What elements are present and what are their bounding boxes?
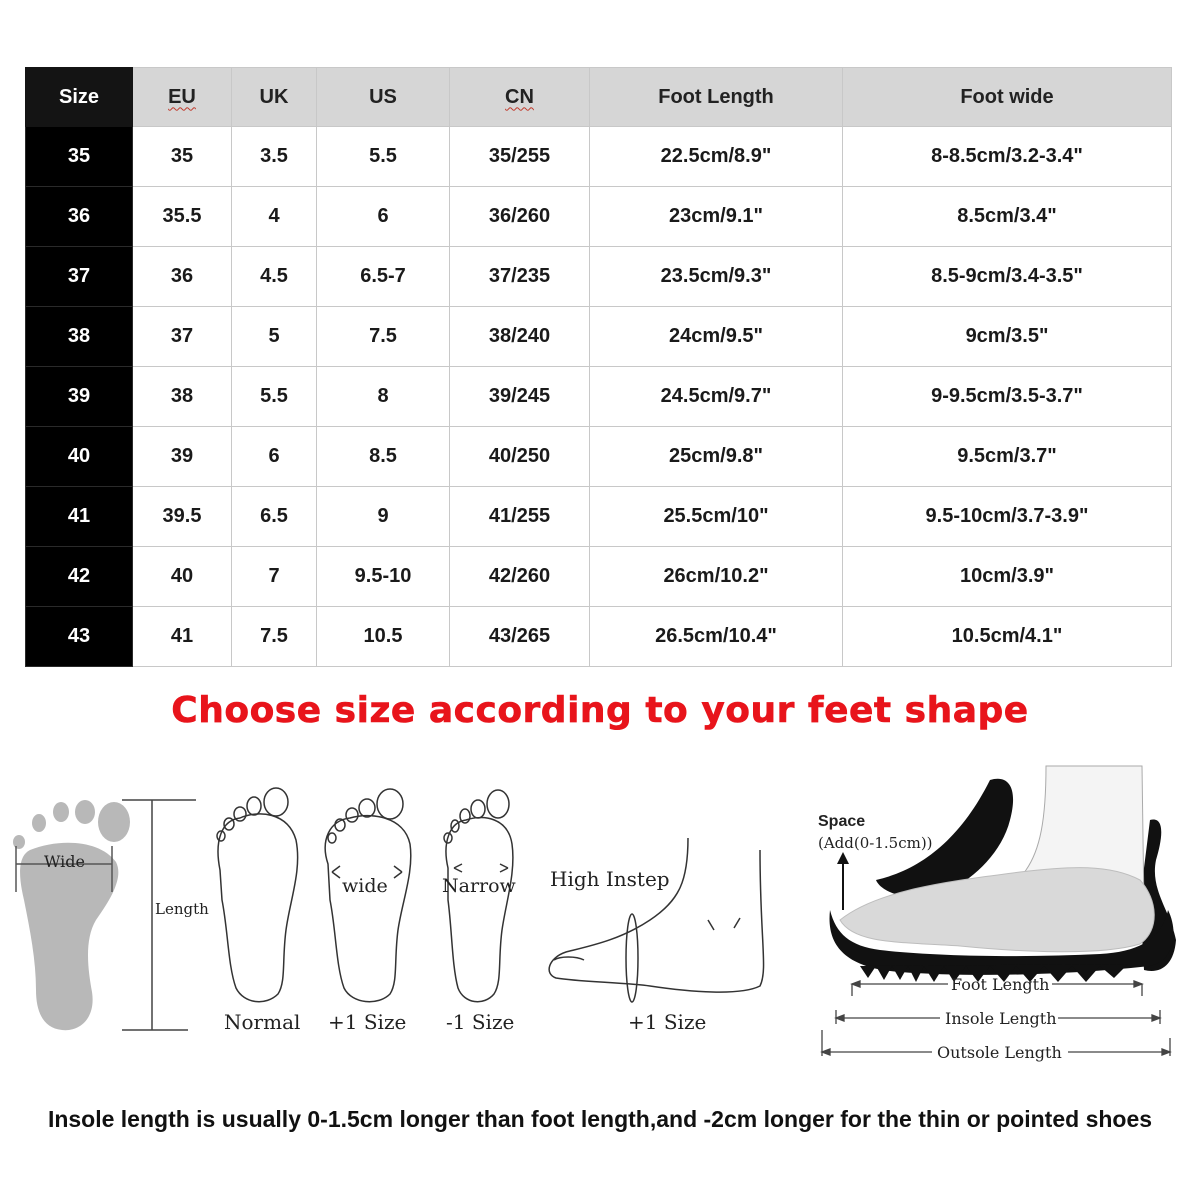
size-cell: 39 — [26, 367, 133, 427]
table-cell: 38/240 — [450, 307, 590, 367]
table-cell: 35.5 — [133, 187, 232, 247]
space-note: (Add(0-1.5cm)) — [818, 834, 933, 852]
table-cell: 39.5 — [133, 487, 232, 547]
table-cell: 25cm/9.8" — [590, 427, 843, 487]
table-header-row — [26, 68, 1172, 127]
size-cell: 43 — [26, 607, 133, 667]
table-cell: 6.5-7 — [317, 247, 450, 307]
table-cell: 9.5-10 — [317, 547, 450, 607]
narrow-type-label: Narrow — [442, 875, 516, 897]
high-instep-size-label: +1 Size — [628, 1010, 707, 1034]
high-instep-label: High Instep — [550, 867, 670, 891]
table-cell: 40/250 — [450, 427, 590, 487]
size-cell: 37 — [26, 247, 133, 307]
table-cell: 7 — [232, 547, 317, 607]
feet-shape-diagram — [0, 760, 1200, 1080]
table-cell: 7.5 — [232, 607, 317, 667]
diagram-canvas — [0, 760, 1200, 1080]
table-row — [26, 187, 1172, 247]
table-cell: 43/265 — [450, 607, 590, 667]
size-cell: 41 — [26, 487, 133, 547]
table-row — [26, 247, 1172, 307]
table-cell: 4.5 — [232, 247, 317, 307]
table-cell: 9-9.5cm/3.5-3.7" — [843, 367, 1172, 427]
table-cell: 4 — [232, 187, 317, 247]
table-cell: 42/260 — [450, 547, 590, 607]
size-cell: 35 — [26, 127, 133, 187]
table-cell: 35 — [133, 127, 232, 187]
table-row — [26, 607, 1172, 667]
table-cell: 10.5cm/4.1" — [843, 607, 1172, 667]
table-cell: 9.5cm/3.7" — [843, 427, 1172, 487]
table-body — [26, 127, 1172, 667]
table-cell: 24.5cm/9.7" — [590, 367, 843, 427]
footprint-illustration — [13, 800, 130, 1030]
table-cell: 23cm/9.1" — [590, 187, 843, 247]
table-cell: 6 — [317, 187, 450, 247]
high-instep-foot-outline — [549, 838, 763, 1002]
table-cell: 39/245 — [450, 367, 590, 427]
table-cell: 36 — [133, 247, 232, 307]
table-cell: 39 — [133, 427, 232, 487]
table-cell: 9 — [317, 487, 450, 547]
headline: Choose size according to your feet shape — [171, 690, 1029, 731]
size-cell: 36 — [26, 187, 133, 247]
normal-foot-outline — [217, 788, 298, 1002]
table-cell: 6.5 — [232, 487, 317, 547]
wide-size-label: +1 Size — [328, 1010, 407, 1034]
table-cell: 5.5 — [232, 367, 317, 427]
table-cell: 5.5 — [317, 127, 450, 187]
table-cell: 38 — [133, 367, 232, 427]
wide-type-label: wide — [342, 875, 388, 897]
header-cn: CN — [450, 68, 590, 127]
table-cell: 37/235 — [450, 247, 590, 307]
size-cell: 42 — [26, 547, 133, 607]
table-row — [26, 547, 1172, 607]
outsole-length-label: Outsole Length — [937, 1043, 1062, 1062]
foot-length-label: Foot Length — [951, 975, 1050, 994]
table-cell: 8.5cm/3.4" — [843, 187, 1172, 247]
table-cell: 26.5cm/10.4" — [590, 607, 843, 667]
header-us: US — [317, 68, 450, 127]
table-cell: 35/255 — [450, 127, 590, 187]
table-cell: 25.5cm/10" — [590, 487, 843, 547]
table-row — [26, 127, 1172, 187]
table-cell: 3.5 — [232, 127, 317, 187]
table-cell: 40 — [133, 547, 232, 607]
table-row — [26, 487, 1172, 547]
length-label: Length — [155, 900, 209, 918]
size-cell: 38 — [26, 307, 133, 367]
table-cell: 10.5 — [317, 607, 450, 667]
table-cell: 24cm/9.5" — [590, 307, 843, 367]
normal-size-label: Normal — [224, 1010, 301, 1034]
header-size: Size — [26, 68, 133, 127]
table-cell: 36/260 — [450, 187, 590, 247]
table-cell: 26cm/10.2" — [590, 547, 843, 607]
table-cell: 7.5 — [317, 307, 450, 367]
table-cell: 8.5 — [317, 427, 450, 487]
size-chart-table — [25, 67, 1172, 667]
table-cell: 5 — [232, 307, 317, 367]
table-cell: 8 — [317, 367, 450, 427]
table-cell: 6 — [232, 427, 317, 487]
table-cell: 37 — [133, 307, 232, 367]
header-uk: UK — [232, 68, 317, 127]
table-cell: 41/255 — [450, 487, 590, 547]
table-cell: 8-8.5cm/3.2-3.4" — [843, 127, 1172, 187]
space-label: Space — [818, 813, 866, 830]
table-cell: 8.5-9cm/3.4-3.5" — [843, 247, 1172, 307]
shoe-cross-section — [830, 766, 1176, 982]
table-cell: 41 — [133, 607, 232, 667]
header-foot-wide: Foot wide — [843, 68, 1172, 127]
table-cell: 10cm/3.9" — [843, 547, 1172, 607]
table-row — [26, 427, 1172, 487]
header-foot-length: Foot Length — [590, 68, 843, 127]
narrow-size-label: -1 Size — [446, 1010, 515, 1034]
insole-length-label: Insole Length — [945, 1009, 1057, 1028]
table-row — [26, 367, 1172, 427]
header-eu: EU — [133, 68, 232, 127]
table-cell: 22.5cm/8.9" — [590, 127, 843, 187]
table-cell: 9cm/3.5" — [843, 307, 1172, 367]
wide-label: Wide — [44, 852, 85, 871]
table-row — [26, 307, 1172, 367]
table-cell: 9.5-10cm/3.7-3.9" — [843, 487, 1172, 547]
footnote: Insole length is usually 0-1.5cm longer than foot length,and -2cm longer for the thin or pointed shoes — [47, 1106, 1153, 1132]
table-cell: 23.5cm/9.3" — [590, 247, 843, 307]
size-cell: 40 — [26, 427, 133, 487]
